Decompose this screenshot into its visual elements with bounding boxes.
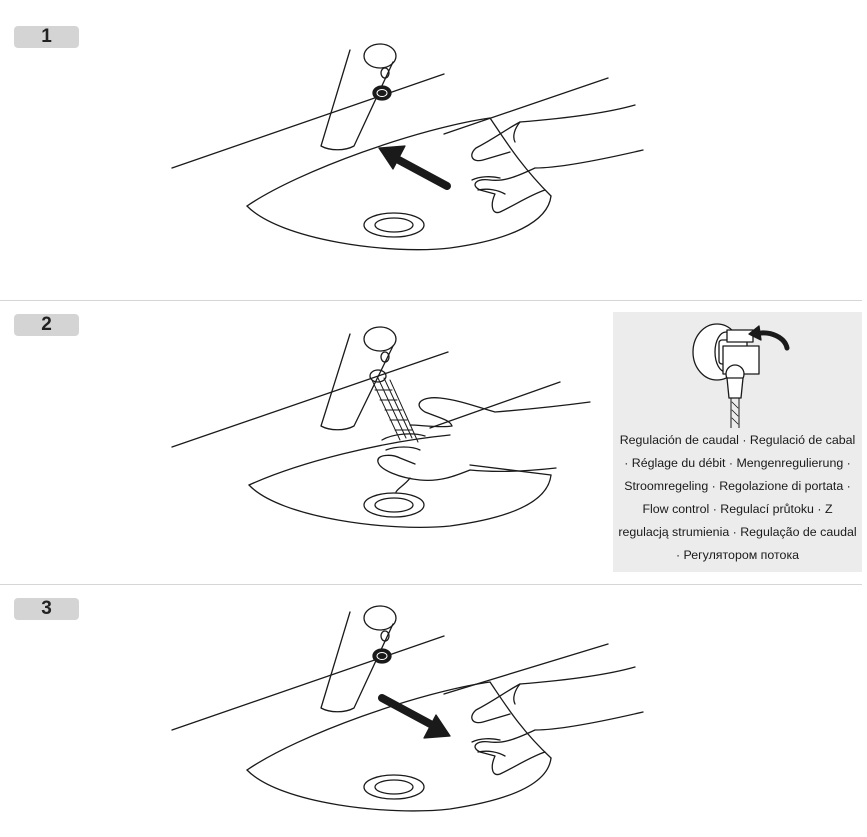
drain xyxy=(364,213,424,237)
hands xyxy=(472,105,643,213)
step-3-illustration xyxy=(0,584,867,837)
step-2-badge: 2 xyxy=(14,314,79,336)
faucet xyxy=(321,44,396,150)
basin xyxy=(247,682,551,811)
countertop-lines xyxy=(172,636,608,730)
step-1-section xyxy=(0,0,867,300)
step-1-badge: 1 xyxy=(14,26,79,48)
basin xyxy=(247,118,551,250)
rotate-arrow-icon xyxy=(749,326,787,348)
water-stream xyxy=(372,378,418,442)
countertop-lines xyxy=(172,352,560,447)
flow-control-panel xyxy=(613,312,862,572)
arrow-away-from-sensor xyxy=(382,698,450,738)
basin xyxy=(249,435,551,527)
hands xyxy=(378,398,590,492)
hands xyxy=(472,667,643,775)
flow-control-caption: Regulación de caudal · Regulació de cabal · Réglage du débit · Mengenregulierung · Stroomregeling · Regolazione di portata · Flow control · Regulací průtoku · Z regulacją strumienia · Regulação de caudal · Регулятором потока xyxy=(618,433,857,562)
flow-valve-illustration xyxy=(613,312,862,428)
arrow-toward-sensor xyxy=(379,146,447,186)
drain xyxy=(364,775,424,799)
faucet xyxy=(321,327,396,430)
drain xyxy=(364,493,424,517)
step-3-badge: 3 xyxy=(14,598,79,620)
step-1-illustration xyxy=(0,0,867,300)
step-3-section xyxy=(0,584,867,837)
